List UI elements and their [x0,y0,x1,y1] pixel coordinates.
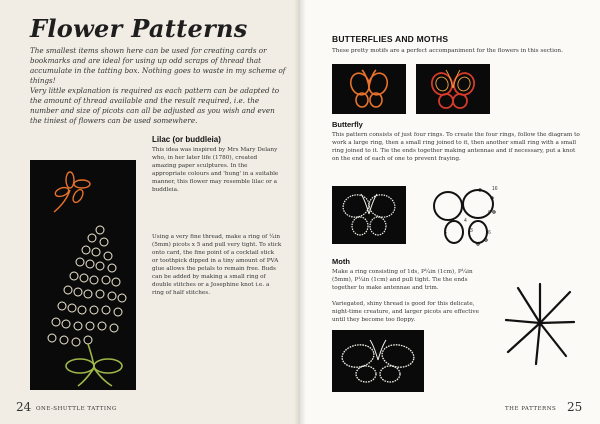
intro-paragraph-1: The smallest items shown here can be used for creating cards or bookmarks and are ideal for using up odd scraps of thread that accumulate in the tatting box. Nothing goes to waste in my scheme of things! [30,46,286,85]
butterfly-paragraph: This pattern consists of just four rings. To create the four rings, follow the diagram to work a large ring, then a small ring joined to it, then another small ring with a small ring joined to it. Tie the ends together making antennae and if necessary, put a knot on the end of each of one to prevent fraying. [332,132,580,162]
intro-paragraph-2: Very little explanation is required as each pattern can be adapted to the amount of thread available and the result required, i.e. the number and size of picots can all be adjusted as you wish and even the tiniest of flowers can be used somewhere. [30,86,280,125]
lilac-photo [30,160,136,390]
moth-diagram [500,278,580,368]
butterfly-photo-red [416,64,490,114]
diagram-label-6c: 6 [488,230,491,236]
page-number-left: 24 [16,400,32,414]
section-heading: BUTTERFLIES AND MOTHS [332,34,449,44]
butterfly-photo-white [332,186,406,244]
diagram-label-6a: 6 [488,210,491,216]
page-title: Flower Patterns [30,14,248,43]
diagram-label-16: 16 [492,186,498,192]
diagram-label-3: 3 [470,228,473,234]
diagram-label-6b: 6 [444,230,447,236]
lilac-heading: Lilac (or buddleia) [152,135,221,144]
moth-heading: Moth [332,257,350,266]
running-head-left: ONE-SHUTTLE TATTING [36,406,117,412]
page-number-right: 25 [567,400,583,414]
moth-photo [332,330,424,392]
section-intro: These pretty motifs are a perfect accompaniment for the flowers in this section. [332,48,563,54]
butterfly-diagram [420,182,510,254]
butterfly-heading: Butterfly [332,120,363,129]
diagram-label-4: 4 [464,218,467,224]
butterfly-photo-orange [332,64,406,114]
moth-paragraph-2: Variegated, shiny thread is good for this delicate, night-time creature, and larger picots are effective until they become too floppy. [332,301,479,323]
running-head-right: THE PATTERNS [505,406,557,412]
moth-paragraph-1: Make a ring consisting of 1ds, P¼in (1cm), P¼in (5mm), P¼in (1cm) and pull tight. Tie the ends together to make antennae and trim. [332,269,473,291]
lilac-paragraph-2: Using a very fine thread, make a ring of ¼in (5mm) picots x 5 and pull very tight. To stick onto card, the fine point of a cocktail stick or toothpick dipped in a tiny amount of PVA glue allows the petals to remain free. Buds can be added by making a small ring of double stitches or a Josephine knot i.e. a ring of half stitches. [152,234,282,296]
gutter-shadow [294,0,306,424]
lilac-paragraph-1: This idea was inspired by Mrs Mary Delany who, in her later life (1780), created amazing paper sculptures. In the appropriate colours and 'hung' in a suitable manner, this flower may resemble lilac or a buddleia. [152,147,279,193]
